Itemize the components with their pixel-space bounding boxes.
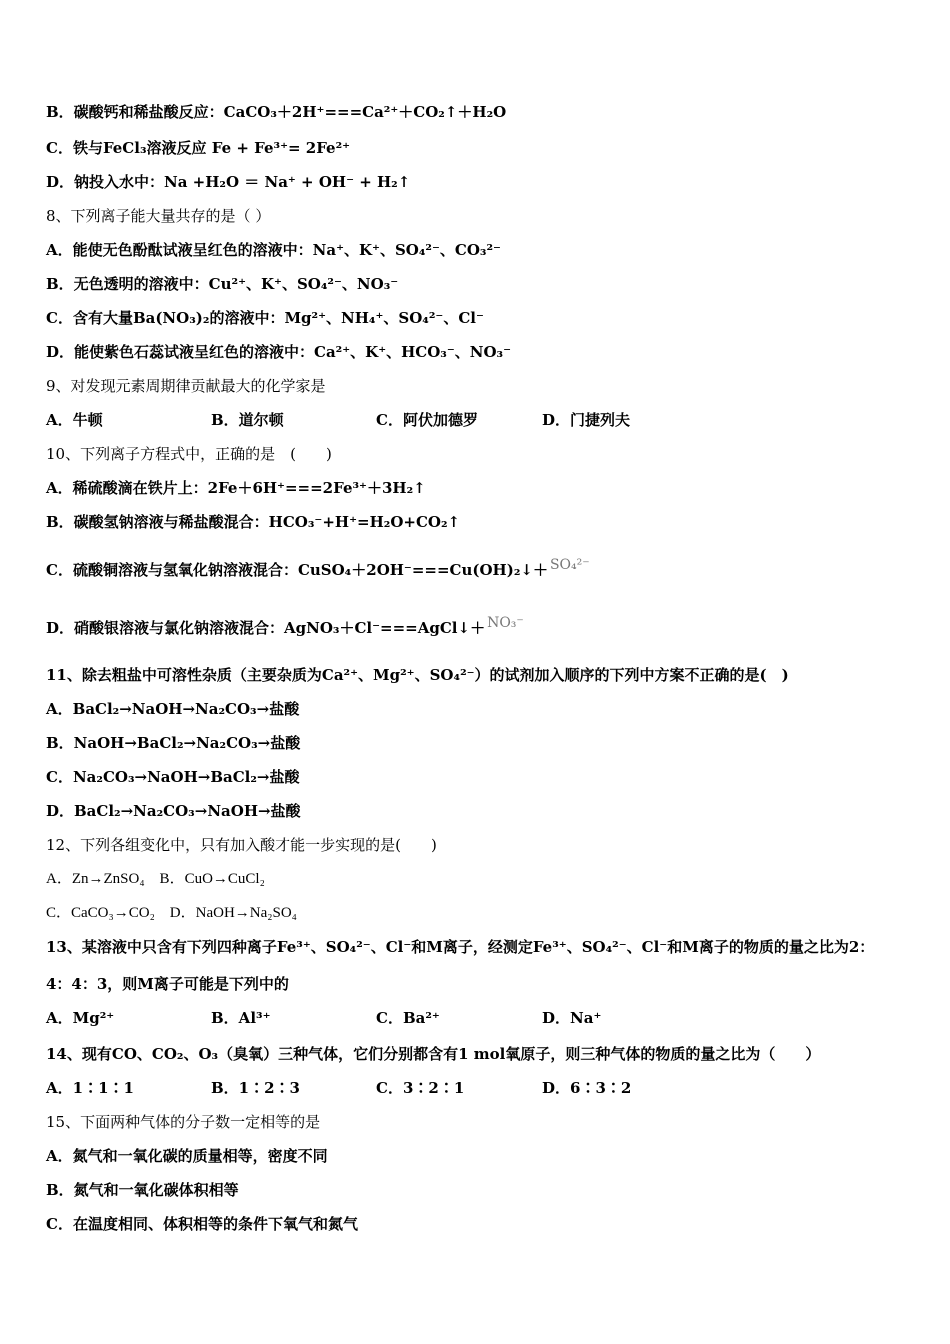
q14-option-d: D．6∶3∶2 bbox=[542, 1079, 632, 1097]
q11-option-b: B．NaOH→BaCl₂→Na₂CO₃→盐酸 bbox=[46, 734, 301, 752]
q7-option-b: B．碳酸钙和稀盐酸反应：CaCO₃＋2H⁺===Ca²⁺＋CO₂↑＋H₂O bbox=[46, 103, 507, 121]
q10-option-d-text: D．硝酸银溶液与氯化钠溶液混合：AgNO₃＋Cl⁻===AgCl↓＋ bbox=[46, 619, 486, 637]
q9-option-b: B．道尔顿 bbox=[211, 411, 284, 429]
q13-option-d: D．Na⁺ bbox=[542, 1009, 602, 1027]
q8-option-d: D．能使紫色石蕊试液呈红色的溶液中：Ca²⁺、K⁺、HCO₃⁻、NO₃⁻ bbox=[46, 343, 512, 361]
q10-option-b: B．碳酸氢钠溶液与稀盐酸混合：HCO₃⁻+H⁺=H₂O+CO₂↑ bbox=[46, 513, 461, 531]
question-15: 15、下面两种气体的分子数一定相等的是 bbox=[46, 1113, 321, 1131]
question-8: 8、下列离子能大量共存的是（ ） bbox=[46, 207, 271, 225]
q8-option-a: A．能使无色酚酞试液呈红色的溶液中：Na⁺、K⁺、SO₄²⁻、CO₃²⁻ bbox=[46, 241, 501, 259]
q15-option-a: A．氮气和一氧化碳的质量相等，密度不同 bbox=[46, 1147, 328, 1165]
q10-option-c bbox=[46, 557, 930, 581]
q14-option-b: B．1∶2∶3 bbox=[211, 1079, 300, 1097]
nitrate-ion-formula: NO₃⁻ bbox=[487, 615, 524, 631]
question-10: 10、下列离子方程式中，正确的是 ( ) bbox=[46, 445, 332, 463]
q12-options-ab: A．Zn→ZnSO₄ B．CuO→CuCl₂ bbox=[46, 871, 265, 887]
question-11: 11、除去粗盐中可溶性杂质（主要杂质为Ca²⁺、Mg²⁺、SO₄²⁻）的试剂加入顺序的下列中方案不正确的是( ) bbox=[46, 666, 789, 684]
q8-option-b: B．无色透明的溶液中：Cu²⁺、K⁺、SO₄²⁻、NO₃⁻ bbox=[46, 275, 399, 293]
question-12: 12、下列各组变化中，只有加入酸才能一步实现的是( ) bbox=[46, 836, 437, 854]
question-13-continued: 4：4：3，则M离子可能是下列中的 bbox=[46, 975, 289, 993]
q15-option-c: C．在温度相同、体积相等的条件下氧气和氮气 bbox=[46, 1215, 358, 1233]
q9-option-d: D．门捷列夫 bbox=[542, 411, 631, 429]
question-14: 14、现有CO、CO₂、O₃（臭氧）三种气体，它们分别都含有1 mol氧原子，则三种气体的物质的量之比为（ ） bbox=[46, 1045, 821, 1063]
q10-option-d bbox=[46, 615, 930, 639]
q13-option-c: C．Ba²⁺ bbox=[376, 1009, 440, 1027]
q15-option-b: B．氮气和一氧化碳体积相等 bbox=[46, 1181, 239, 1199]
q7-option-c: C．铁与FeCl₃溶液反应 Fe + Fe³⁺= 2Fe²⁺ bbox=[46, 139, 351, 157]
q13-option-a: A．Mg²⁺ bbox=[46, 1009, 115, 1027]
q7-option-d: D．钠投入水中：Na +H₂O ＝ Na⁺ + OH⁻ + H₂↑ bbox=[46, 173, 411, 191]
q10-option-c-text: C．硫酸铜溶液与氢氧化钠溶液混合：CuSO₄＋2OH⁻===Cu(OH)₂↓＋ bbox=[46, 561, 548, 579]
q8-option-c: C．含有大量Ba(NO₃)₂的溶液中：Mg²⁺、NH₄⁺、SO₄²⁻、Cl⁻ bbox=[46, 309, 484, 327]
q14-option-c: C．3∶2∶1 bbox=[376, 1079, 465, 1097]
q9-option-c: C．阿伏加德罗 bbox=[376, 411, 478, 429]
q14-option-a: A．1∶1∶1 bbox=[46, 1079, 134, 1097]
q9-option-a: A．牛顿 bbox=[46, 411, 103, 429]
sulfate-ion-formula: SO₄²⁻ bbox=[549, 557, 590, 573]
q13-option-b: B．Al³⁺ bbox=[211, 1009, 271, 1027]
question-9: 9、对发现元素周期律贡献最大的化学家是 bbox=[46, 377, 326, 395]
q11-option-a: A．BaCl₂→NaOH→Na₂CO₃→盐酸 bbox=[46, 700, 300, 718]
q10-option-a: A．稀硫酸滴在铁片上：2Fe＋6H⁺===2Fe³⁺＋3H₂↑ bbox=[46, 479, 426, 497]
question-13: 13、某溶液中只含有下列四种离子Fe³⁺、SO₄²⁻、Cl⁻和M离子，经测定Fe³⁺、SO₄²⁻、Cl⁻和M离子的物质的量之比为2： bbox=[46, 938, 875, 956]
q12-options-cd: C．CaCO₃→CO₂ D．NaOH→Na₂SO₄ bbox=[46, 905, 297, 921]
q11-option-d: D．BaCl₂→Na₂CO₃→NaOH→盐酸 bbox=[46, 802, 301, 820]
q11-option-c: C．Na₂CO₃→NaOH→BaCl₂→盐酸 bbox=[46, 768, 300, 786]
